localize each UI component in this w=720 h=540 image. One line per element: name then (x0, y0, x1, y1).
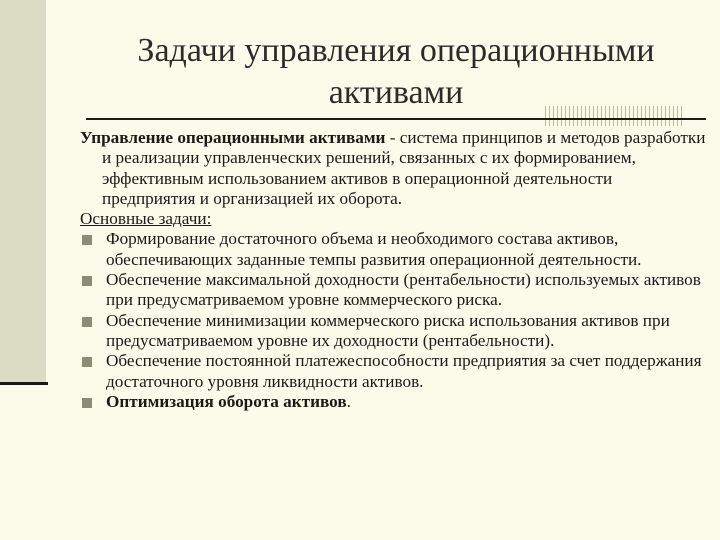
definition-term: Управление операционными активами (80, 128, 386, 147)
task-item (80, 229, 706, 270)
tasks-list (80, 229, 706, 412)
task-item (80, 311, 706, 352)
square-bullet-icon (82, 398, 92, 408)
square-bullet-icon (82, 317, 92, 327)
task-item (80, 270, 706, 311)
title-divider (86, 118, 706, 120)
slide-body (80, 128, 706, 412)
square-bullet-icon (82, 235, 92, 245)
task-item (80, 392, 706, 412)
title-line-2: активами (328, 74, 464, 111)
task-text: Обеспечение максимальной доходности (рентабельности) используемых активов при предусматриваемом уровне коммерческого риска. (106, 270, 701, 310)
task-text-bold: Оптимизация оборота активов (106, 391, 347, 411)
title-line-1: Задачи управления операционными (137, 32, 655, 69)
definition-text: - система принципов и методов разработки и реализации управленческих решений, связанных с их формированием, эффективным использованием активов в операционной деятельности предприятия и организацией их оборота. (102, 128, 706, 208)
square-bullet-icon (82, 357, 92, 367)
tasks-subheading: Основные задачи: (80, 209, 212, 229)
definition-paragraph (80, 128, 706, 209)
left-decorative-band (0, 0, 46, 382)
task-text-tail: . (346, 391, 351, 411)
left-divider (0, 382, 48, 385)
slide-title (86, 30, 706, 114)
task-item (80, 351, 706, 392)
task-text: Обеспечение постоянной платежеспособности предприятия за счет поддержания достаточного уровня ликвидности активов. (106, 351, 702, 391)
task-text: Формирование достаточного объема и необходимого состава активов, обеспечивающих заданные темпы развития операционной деятельности. (106, 229, 642, 269)
task-text: Обеспечение минимизации коммерческого риска использования активов при предусматриваемом уровне их доходности (рентабельности). (106, 310, 670, 350)
square-bullet-icon (82, 276, 92, 286)
